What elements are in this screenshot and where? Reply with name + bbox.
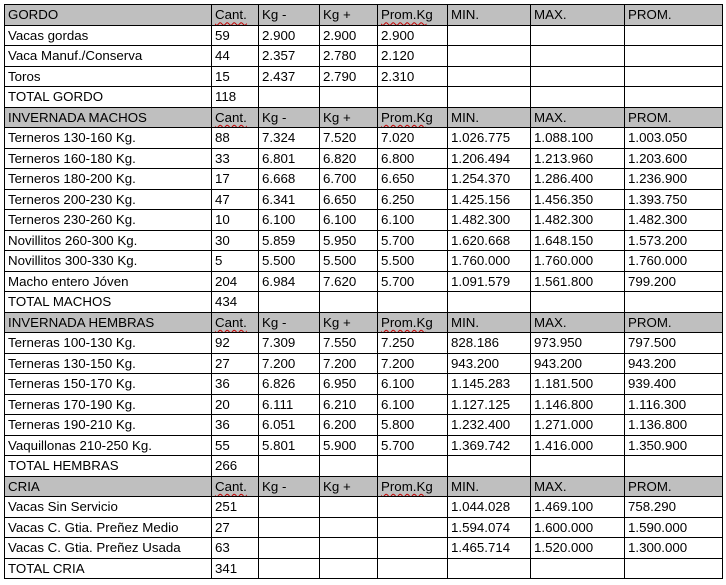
table-cell: 1.300.000: [625, 538, 723, 559]
table-cell: [531, 25, 625, 46]
total-row: [5, 456, 723, 477]
table-cell: 1.254.370: [448, 169, 531, 190]
empty-cell: [531, 456, 625, 477]
table-cell: 1.760.000: [625, 251, 723, 272]
row-label: Vaca Manuf./Conserva: [5, 46, 212, 67]
column-header: [448, 5, 531, 26]
table-row: [5, 374, 723, 395]
table-cell: 7.550: [320, 333, 378, 354]
table-cell: [625, 46, 723, 67]
table-cell: [448, 66, 531, 87]
empty-cell: [259, 558, 320, 579]
table-cell: 6.820: [320, 148, 378, 169]
empty-cell: [378, 558, 448, 579]
empty-cell: [259, 87, 320, 108]
table-cell: [448, 25, 531, 46]
column-header: [320, 107, 378, 128]
total-count: 118: [212, 87, 259, 108]
column-header-text: Kg +: [323, 7, 351, 23]
total-label: TOTAL HEMBRAS: [5, 456, 212, 477]
column-header: [378, 107, 448, 128]
table-cell: 55: [212, 435, 259, 456]
table-cell: 17: [212, 169, 259, 190]
empty-cell: [259, 292, 320, 313]
empty-cell: [531, 87, 625, 108]
row-label: Novillitos 260-300 Kg.: [5, 230, 212, 251]
table-cell: 36: [212, 374, 259, 395]
table-row: [5, 394, 723, 415]
table-cell: 5.500: [378, 251, 448, 272]
table-cell: [625, 66, 723, 87]
table-cell: 1.590.000: [625, 517, 723, 538]
section-title-text: INVERNADA HEMBRAS: [8, 314, 155, 330]
table-cell: 1.620.668: [448, 230, 531, 251]
column-header: [320, 476, 378, 497]
table-cell: 1.760.000: [531, 251, 625, 272]
table-row: [5, 251, 723, 272]
column-header-text: MIN.: [451, 109, 480, 125]
table-cell: 943.200: [625, 353, 723, 374]
table-cell: [320, 497, 378, 518]
table-cell: 5.700: [378, 435, 448, 456]
table-cell: 1.465.714: [448, 538, 531, 559]
column-header: [259, 312, 320, 333]
column-header-text: Cant.: [215, 7, 247, 23]
column-header-text: Cant.: [215, 109, 247, 125]
empty-cell: [320, 87, 378, 108]
table-cell: 6.210: [320, 394, 378, 415]
column-header: [320, 312, 378, 333]
column-header-text: MIN.: [451, 314, 480, 330]
table-cell: 1.350.900: [625, 435, 723, 456]
column-header: [378, 5, 448, 26]
column-header: [212, 5, 259, 26]
table-cell: 7.200: [320, 353, 378, 374]
table-row: [5, 25, 723, 46]
table-cell: [320, 517, 378, 538]
table-row: [5, 415, 723, 436]
section-header-row: [5, 476, 723, 497]
empty-cell: [320, 292, 378, 313]
table-cell: 6.826: [259, 374, 320, 395]
column-header: [212, 312, 259, 333]
table-cell: 1.520.000: [531, 538, 625, 559]
table-cell: 6.950: [320, 374, 378, 395]
table-cell: 1.136.800: [625, 415, 723, 436]
total-row: [5, 558, 723, 579]
column-header-text: MAX.: [534, 314, 567, 330]
table-cell: 1.088.100: [531, 128, 625, 149]
table-row: [5, 353, 723, 374]
table-row: [5, 210, 723, 231]
table-cell: 5.700: [378, 230, 448, 251]
row-label: Vaquillonas 210-250 Kg.: [5, 435, 212, 456]
table-cell: 1.213.960: [531, 148, 625, 169]
table-cell: 5: [212, 251, 259, 272]
table-row: [5, 148, 723, 169]
table-cell: 59: [212, 25, 259, 46]
row-label: Terneros 180-200 Kg.: [5, 169, 212, 190]
column-header: [531, 312, 625, 333]
table-cell: 1.482.300: [531, 210, 625, 231]
column-header: [448, 107, 531, 128]
table-cell: 5.700: [378, 271, 448, 292]
table-cell: 6.800: [378, 148, 448, 169]
table-cell: 1.003.050: [625, 128, 723, 149]
table-cell: 47: [212, 189, 259, 210]
table-cell: 5.800: [378, 415, 448, 436]
table-cell: 799.200: [625, 271, 723, 292]
column-header: [531, 5, 625, 26]
empty-cell: [378, 87, 448, 108]
table-cell: 2.900: [259, 25, 320, 46]
table-cell: [531, 46, 625, 67]
total-row: [5, 292, 723, 313]
table-cell: 1.393.750: [625, 189, 723, 210]
empty-cell: [378, 292, 448, 313]
table-cell: 33: [212, 148, 259, 169]
table-cell: 973.950: [531, 333, 625, 354]
column-header-text: Cant.: [215, 478, 247, 494]
empty-cell: [625, 456, 723, 477]
section-title-text: INVERNADA MACHOS: [8, 109, 147, 125]
table-cell: 1.026.775: [448, 128, 531, 149]
column-header: [625, 312, 723, 333]
row-label: Terneros 230-260 Kg.: [5, 210, 212, 231]
column-header-text: MIN.: [451, 478, 480, 494]
column-header-text: Kg -: [262, 109, 287, 125]
table-cell: [378, 497, 448, 518]
table-cell: 63: [212, 538, 259, 559]
table-cell: 2.780: [320, 46, 378, 67]
table-row: [5, 497, 723, 518]
table-cell: 5.950: [320, 230, 378, 251]
section-header-row: [5, 312, 723, 333]
cattle-price-table: [4, 4, 723, 579]
table-cell: 7.620: [320, 271, 378, 292]
table-cell: 6.650: [320, 189, 378, 210]
table-cell: 2.900: [378, 25, 448, 46]
column-header: [448, 476, 531, 497]
column-header: [625, 476, 723, 497]
column-header-text: PROM.: [628, 478, 672, 494]
section-title-text: GORDO: [8, 7, 59, 23]
table-cell: 1.206.494: [448, 148, 531, 169]
column-header: [212, 107, 259, 128]
empty-cell: [625, 87, 723, 108]
table-cell: [531, 66, 625, 87]
table-cell: 1.648.150: [531, 230, 625, 251]
table-cell: 828.186: [448, 333, 531, 354]
table-cell: 2.357: [259, 46, 320, 67]
row-label: Terneros 130-160 Kg.: [5, 128, 212, 149]
column-header: [378, 312, 448, 333]
table-cell: 5.500: [259, 251, 320, 272]
empty-cell: [625, 292, 723, 313]
table-row: [5, 517, 723, 538]
row-label: Terneras 170-190 Kg.: [5, 394, 212, 415]
empty-cell: [320, 456, 378, 477]
column-header: [259, 5, 320, 26]
empty-cell: [320, 558, 378, 579]
total-label: TOTAL MACHOS: [5, 292, 212, 313]
table-cell: 6.100: [259, 210, 320, 231]
table-cell: 251: [212, 497, 259, 518]
row-label: Terneras 150-170 Kg.: [5, 374, 212, 395]
table-cell: 2.437: [259, 66, 320, 87]
table-cell: 88: [212, 128, 259, 149]
total-label: TOTAL GORDO: [5, 87, 212, 108]
column-header-text: Kg -: [262, 314, 287, 330]
table-cell: 30: [212, 230, 259, 251]
table-row: [5, 128, 723, 149]
table-cell: 6.200: [320, 415, 378, 436]
table-cell: [259, 517, 320, 538]
column-header: [320, 5, 378, 26]
table-cell: 7.250: [378, 333, 448, 354]
empty-cell: [448, 87, 531, 108]
column-header: [625, 5, 723, 26]
section-header-row: [5, 5, 723, 26]
table-cell: 1.456.350: [531, 189, 625, 210]
table-cell: 1.369.742: [448, 435, 531, 456]
empty-cell: [531, 558, 625, 579]
empty-cell: [448, 292, 531, 313]
table-cell: 1.482.300: [625, 210, 723, 231]
table-row: [5, 538, 723, 559]
column-header-text: Kg +: [323, 109, 351, 125]
table-cell: 2.900: [320, 25, 378, 46]
row-label: Terneras 130-150 Kg.: [5, 353, 212, 374]
table-cell: 2.310: [378, 66, 448, 87]
total-count: 341: [212, 558, 259, 579]
empty-cell: [531, 292, 625, 313]
table-cell: 1.127.125: [448, 394, 531, 415]
column-header-text: PROM.: [628, 314, 672, 330]
table-cell: 7.020: [378, 128, 448, 149]
table-cell: 1.416.000: [531, 435, 625, 456]
table-cell: 1.482.300: [448, 210, 531, 231]
table-cell: 7.520: [320, 128, 378, 149]
column-header-text: Prom.Kg: [381, 314, 433, 330]
table-row: [5, 333, 723, 354]
column-header: [212, 476, 259, 497]
row-label: Terneros 160-180 Kg.: [5, 148, 212, 169]
table-row: [5, 435, 723, 456]
table-cell: 1.116.300: [625, 394, 723, 415]
row-label: Toros: [5, 66, 212, 87]
row-label: Macho entero Jóven: [5, 271, 212, 292]
empty-cell: [378, 456, 448, 477]
table-row: [5, 46, 723, 67]
table-cell: 1.561.800: [531, 271, 625, 292]
row-label: Vacas gordas: [5, 25, 212, 46]
table-cell: 27: [212, 517, 259, 538]
table-cell: 204: [212, 271, 259, 292]
table-cell: 6.341: [259, 189, 320, 210]
column-header-text: Kg -: [262, 7, 287, 23]
table-cell: 36: [212, 415, 259, 436]
table-cell: 6.700: [320, 169, 378, 190]
column-header-text: MIN.: [451, 7, 480, 23]
table-cell: 1.236.900: [625, 169, 723, 190]
table-row: [5, 271, 723, 292]
total-row: [5, 87, 723, 108]
column-header: [259, 107, 320, 128]
table-cell: 92: [212, 333, 259, 354]
table-cell: [320, 538, 378, 559]
row-label: Terneros 200-230 Kg.: [5, 189, 212, 210]
table-cell: 1.594.074: [448, 517, 531, 538]
table-cell: 939.400: [625, 374, 723, 395]
column-header-text: Kg +: [323, 314, 351, 330]
column-header: [625, 107, 723, 128]
column-header-text: PROM.: [628, 109, 672, 125]
table-cell: 943.200: [448, 353, 531, 374]
empty-cell: [625, 558, 723, 579]
column-header: [378, 476, 448, 497]
table-cell: 1.145.283: [448, 374, 531, 395]
table-cell: 1.286.400: [531, 169, 625, 190]
table-cell: 1.573.200: [625, 230, 723, 251]
section-title-text: CRIA: [8, 478, 40, 494]
table-cell: 6.100: [378, 210, 448, 231]
row-label: Vacas C. Gtia. Preñez Medio: [5, 517, 212, 538]
table-cell: 5.900: [320, 435, 378, 456]
empty-cell: [448, 456, 531, 477]
table-cell: 1.181.500: [531, 374, 625, 395]
column-header: [531, 476, 625, 497]
table-cell: 27: [212, 353, 259, 374]
section-title: [5, 312, 212, 333]
table-cell: [259, 497, 320, 518]
table-cell: 1.600.000: [531, 517, 625, 538]
total-label: TOTAL CRIA: [5, 558, 212, 579]
column-header-text: PROM.: [628, 7, 672, 23]
table-cell: 6.250: [378, 189, 448, 210]
table-cell: 943.200: [531, 353, 625, 374]
table-cell: 6.984: [259, 271, 320, 292]
table-cell: [448, 46, 531, 67]
column-header-text: Kg -: [262, 478, 287, 494]
table-cell: 2.120: [378, 46, 448, 67]
table-cell: 1.091.579: [448, 271, 531, 292]
column-header: [259, 476, 320, 497]
table-row: [5, 169, 723, 190]
table-cell: 6.100: [320, 210, 378, 231]
table-cell: 5.500: [320, 251, 378, 272]
column-header-text: Prom.Kg: [381, 7, 433, 23]
table-row: [5, 189, 723, 210]
table-cell: 20: [212, 394, 259, 415]
row-label: Terneras 190-210 Kg.: [5, 415, 212, 436]
table-cell: 6.668: [259, 169, 320, 190]
column-header-text: Prom.Kg: [381, 478, 433, 494]
section-title: [5, 107, 212, 128]
table-cell: [625, 25, 723, 46]
table-cell: [378, 538, 448, 559]
table-cell: 1.232.400: [448, 415, 531, 436]
table-cell: 44: [212, 46, 259, 67]
table-cell: 5.801: [259, 435, 320, 456]
table-cell: 797.500: [625, 333, 723, 354]
table-cell: 7.200: [378, 353, 448, 374]
table-cell: 5.859: [259, 230, 320, 251]
column-header-text: MAX.: [534, 109, 567, 125]
table-row: [5, 66, 723, 87]
table-cell: 1.271.000: [531, 415, 625, 436]
column-header-text: Cant.: [215, 314, 247, 330]
table-cell: 6.650: [378, 169, 448, 190]
column-header: [448, 312, 531, 333]
table-cell: 10: [212, 210, 259, 231]
table-cell: [259, 538, 320, 559]
table-row: [5, 230, 723, 251]
column-header-text: MAX.: [534, 7, 567, 23]
table-cell: 6.111: [259, 394, 320, 415]
column-header: [531, 107, 625, 128]
table-cell: 1.760.000: [448, 251, 531, 272]
table-cell: 758.290: [625, 497, 723, 518]
total-count: 434: [212, 292, 259, 313]
row-label: Novillitos 300-330 Kg.: [5, 251, 212, 272]
total-count: 266: [212, 456, 259, 477]
section-title: [5, 476, 212, 497]
section-title: [5, 5, 212, 26]
column-header-text: Prom.Kg: [381, 109, 433, 125]
table-cell: 6.100: [378, 394, 448, 415]
table-cell: 7.324: [259, 128, 320, 149]
column-header-text: Kg +: [323, 478, 351, 494]
column-header-text: MAX.: [534, 478, 567, 494]
table-cell: 7.309: [259, 333, 320, 354]
table-cell: 1.425.156: [448, 189, 531, 210]
table-cell: 1.203.600: [625, 148, 723, 169]
table-cell: 6.801: [259, 148, 320, 169]
table-cell: 1.044.028: [448, 497, 531, 518]
table-cell: 2.790: [320, 66, 378, 87]
row-label: Terneras 100-130 Kg.: [5, 333, 212, 354]
empty-cell: [259, 456, 320, 477]
table-cell: 7.200: [259, 353, 320, 374]
empty-cell: [448, 558, 531, 579]
table-cell: 6.100: [378, 374, 448, 395]
table-cell: 1.469.100: [531, 497, 625, 518]
table-cell: 15: [212, 66, 259, 87]
section-header-row: [5, 107, 723, 128]
table-cell: 1.146.800: [531, 394, 625, 415]
row-label: Vacas C. Gtia. Preñez Usada: [5, 538, 212, 559]
row-label: Vacas Sin Servicio: [5, 497, 212, 518]
table-cell: 6.051: [259, 415, 320, 436]
table-cell: [378, 517, 448, 538]
